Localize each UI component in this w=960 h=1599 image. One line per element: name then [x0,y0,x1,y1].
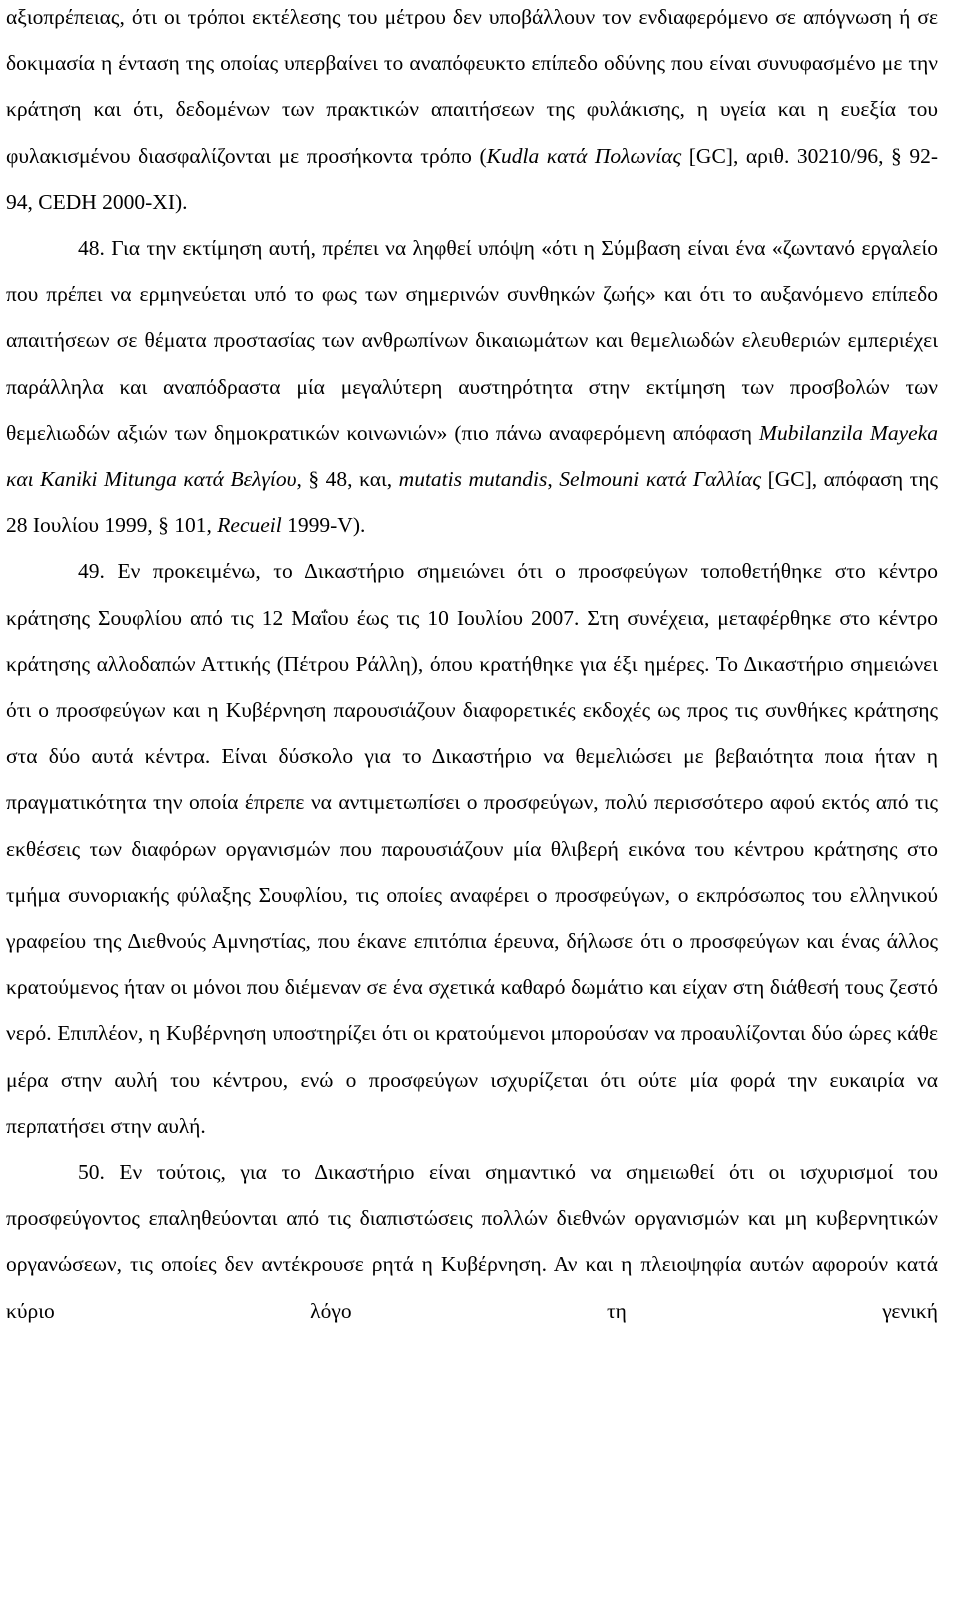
paragraph-number: 50. [78,1160,105,1185]
paragraph-text: Εν προκειμένω, το Δικαστήριο σημειώνει ότι ο προσφεύγων τοποθετήθηκε στο κέντρο κράτησης Σουφλίου από τις 12 Μαΐου έως τις 10 Ιουλίου 2007. Στη συνέχεια, μεταφέρθηκε στο κέντρο κράτησης αλλοδαπών Αττικής (Πέτρου Ράλλη), όπου κρατήθηκε για έξι ημέρες. Το Δικαστήριο σημειώνει ότι ο προσφεύγων και η Κυβέρνηση παρουσιάζουν διαφορετικές εκδοχές ως προς τις συνθήκες κράτησης στα δύο αυτά κέντρα. Είναι δύσκολο για το Δικαστήριο να θεμελιώσει με βεβαιότητα ποια ήταν η πραγματικότητα την οποία έπρεπε να αντιμετωπίσει ο προσφεύγων, πολύ περισσότερο αφού εκτός από τις εκθέσεις των διαφόρων οργανισμών που παρουσιάζουν μία θλιβερή εικόνα του κέντρου κράτησης στο τμήμα συνοριακής φύλαξης Σουφλίου, τις οποίες αναφέρει ο προσφεύγων, ο εκπρόσωπος του ελληνικού γραφείου της Διεθνούς Αμνηστίας, που έκανε επιτόπια έρευνα, δήλωσε ότι ο προσφεύγων και ένας άλλος κρατούμενος ήταν οι μόνοι που διέμεναν σε ένα σχετικά καθαρό δωμάτιο και είχαν στη διάθεσή τους ζεστό νερό. Επιπλέον, η Κυβέρνηση υποστηρίζει ότι οι κρατούμενοι μπορούσαν να προαυλίζονται δύο ώρες κάθε μέρα στην αυλή του κέντρου, ενώ ο προσφεύγων ισχυρίζεται ότι ούτε μία φορά την ευκαιρία να περπατήσει στην αυλή. [6,559,938,1138]
paragraph-number: 49. [78,559,105,584]
citation-detail: , § 48, και, [296,467,399,492]
document-page [6,0,938,1334]
paragraph-48 [6,225,938,548]
case-citation: Selmouni κατά Γαλλίας [559,467,762,492]
separator: , [547,467,560,492]
paragraph-text-tail: [GC], αριθ. 30210/96, § 92-94, CEDH 2000-XI). [6,143,938,214]
citation-detail: [GC], απόφαση της 28 Ιουλίου 1999, § 101, [6,467,938,538]
latin-phrase: mutatis mutandis [398,467,548,492]
paragraph-50 [6,1149,938,1334]
paragraph-47-continuation [6,0,938,225]
paragraph-text: Για την εκτίμηση αυτή, πρέπει να ληφθεί υπόψη «ότι η Σύμβαση είναι ένα «ζωντανό εργαλείο που πρέπει να ερμηνεύεται υπό το φως των σημερινών συνθηκών ζωής» και ότι το αυξανόμενο επίπεδο απαιτήσεων σε θέματα προστασίας των ανθρωπίνων δικαιωμάτων και θεμελιωδών ελευθεριών εμπεριέχει παράλληλα και αναπόδραστα μία μεγαλύτερη αυστηρότητα στην εκτίμηση των προσβολών των θεμελιωδών αξιών των δημοκρατικών κοινωνιών» (πιο πάνω αναφερόμενη απόφαση [6,236,938,445]
paragraph-text: αξιοπρέπειας, ότι οι τρόποι εκτέλεσης του μέτρου δεν υποβάλλουν τον ενδιαφερόμενο σε απόγνωση ή σε δοκιμασία η ένταση της οποίας υπερβαίνει το αναπόφευκτο επίπεδο οδύνης που είναι συνυφασμένο με την κράτηση και ότι, δεδομένων των πρακτικών απαιτήσεων της φυλάκισης, η υγεία και η ευεξία του φυλακισμένου διασφαλίζονται με προσήκοντα τρόπο ( [6,5,938,168]
paragraph-text-tail: 1999-V). [281,513,366,538]
reporter-name: Recueil [217,513,282,538]
paragraph-number: 48. [78,236,105,261]
case-citation: Kudla κατά Πολωνίας [486,143,682,168]
paragraph-text: Εν τούτοις, για το Δικαστήριο είναι σημαντικό να σημειωθεί ότι οι ισχυρισμοί του προσφεύγοντος επαληθεύονται από τις διαπιστώσεις πολλών διεθνών οργανισμών και μη κυβερνητικών οργανώσεων, τις οποίες δεν αντέκρουσε ρητά η Κυβέρνηση. Αν και η πλειοψηφία αυτών αφορούν κατά κύριο λόγο τη γενική [6,1160,938,1323]
paragraph-49 [6,548,938,1149]
case-citation: Mubilanzila Mayeka και Kaniki Mitunga κατά Βελγίου [6,420,939,492]
